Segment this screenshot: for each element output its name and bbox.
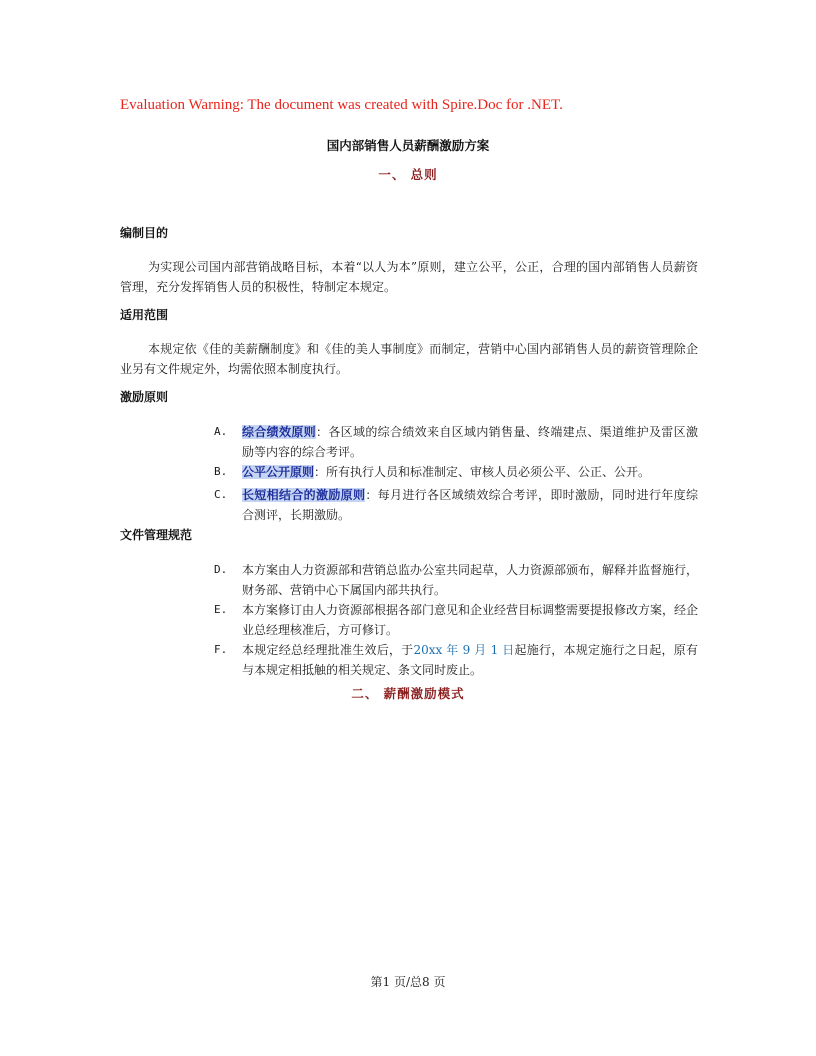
list-marker: A.: [214, 425, 228, 438]
management-text-before: 本规定经总经理批准生效后，于: [242, 643, 414, 657]
paragraph-purpose: 为实现公司国内部营销战略目标，本着“以人为本”原则，建立公平，公正，合理的国内部销售人员薪资管理，充分发挥销售人员的积极性，特制定本规定。: [120, 260, 698, 294]
principle-label: 长短相结合的激励原则: [242, 488, 366, 502]
management-text: 本方案修订由人力资源部根据各部门意见和企业经营目标调整需要提报修改方案，经企业总经理核准后，方可修订。: [242, 603, 699, 637]
section-heading-compensation: 二、 薪酬激励模式: [351, 686, 465, 701]
principle-label: 综合绩效原则: [242, 425, 316, 439]
list-marker: F.: [214, 643, 228, 656]
section-heading-general: 一、 总则: [378, 167, 438, 182]
heading-scope: 适用范围: [120, 308, 169, 322]
list-item-management-d: [214, 560, 698, 600]
label-colon: ：: [365, 488, 378, 502]
list-marker: E.: [214, 603, 228, 616]
management-text: 本方案由人力资源部和营销总监办公室共同起草，人力资源部颁布，解释并监督施行，财务部、营销中心下属国内部共执行。: [242, 563, 699, 597]
principle-text: 每月进行各区域绩效综合考评，即时激励，同时进行年度综合测评，长期激励。: [242, 488, 698, 522]
principle-text: 各区域的综合绩效来自区域内销售量、终端建点、渠道维护及雷区激励等内容的综合考评。: [242, 425, 698, 459]
document-title: 国内部销售人员薪酬激励方案: [326, 138, 490, 153]
list-item-principle-c: [214, 485, 698, 525]
list-item-management-f: [214, 640, 698, 680]
paragraph-scope: 本规定依《佳的美薪酬制度》和《佳的美人事制度》而制定，营销中心国内部销售人员的薪资管理除企业另有文件规定外，均需依照本制度执行。: [120, 342, 698, 376]
principle-label: 公平公开原则: [242, 465, 315, 479]
label-colon: ：: [316, 425, 329, 439]
list-item-principle-b: [214, 462, 698, 482]
list-item-principle-a: [214, 422, 698, 462]
heading-management: 文件管理规范: [120, 528, 193, 542]
evaluation-warning: Evaluation Warning: The document was created with Spire.Doc for .NET.: [120, 97, 563, 113]
page-footer: 第1 页/总8 页: [370, 975, 446, 989]
heading-purpose: 编制目的: [120, 226, 169, 240]
effective-date: 20xx 年 9 月 1 日: [413, 643, 515, 657]
management-text-after: 起施行，本规定施行之日起，原有与本规定相抵触的相关规定、条文同时废止。: [242, 643, 698, 677]
principle-text: 所有执行人员和标准制定、审核人员必须公平、公正、公开。: [326, 465, 651, 479]
list-item-management-e: [214, 600, 698, 640]
label-colon: ：: [314, 465, 327, 479]
list-marker: C.: [214, 488, 228, 501]
heading-principles: 激励原则: [120, 390, 169, 404]
list-marker: D.: [214, 563, 228, 576]
list-marker: B.: [214, 465, 228, 478]
